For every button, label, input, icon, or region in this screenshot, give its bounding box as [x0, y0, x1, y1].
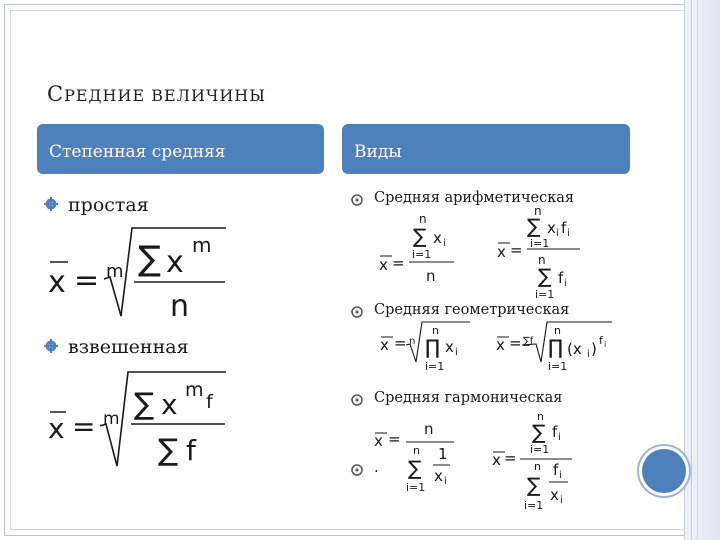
svg-text:x: x — [48, 265, 66, 300]
svg-text:i=1: i=1 — [548, 360, 568, 373]
svg-text:x: x — [374, 432, 383, 450]
svg-text:∑: ∑ — [138, 239, 161, 279]
svg-text:∑: ∑ — [408, 456, 422, 480]
formula-power-simple — [48, 228, 226, 324]
svg-text:i=1: i=1 — [524, 499, 544, 512]
svg-text:=: = — [388, 430, 401, 448]
bullet-arithmetic-label: Средняя арифметическая — [374, 190, 575, 206]
slide-title: СРЕДНИЕ ВЕЛИЧИНЫ — [47, 82, 266, 106]
svg-text:i=1: i=1 — [412, 248, 432, 261]
formula-harm-weighted — [492, 410, 572, 512]
svg-text:∑: ∑ — [134, 387, 155, 422]
svg-text:=: = — [72, 410, 96, 443]
svg-text:=: = — [74, 263, 100, 298]
svg-text:x: x — [445, 338, 454, 356]
svg-text:f: f — [186, 434, 196, 467]
svg-text:=: = — [509, 334, 522, 352]
svg-text:∑: ∑ — [527, 473, 541, 497]
svg-text:i: i — [558, 432, 561, 443]
svg-text:x: x — [161, 388, 178, 421]
svg-text:(x: (x — [567, 340, 582, 358]
svg-text:∑: ∑ — [527, 214, 541, 238]
svg-text:∑: ∑ — [158, 433, 179, 468]
svg-text:i: i — [560, 495, 563, 506]
svg-text:i: i — [604, 340, 607, 349]
svg-text:n: n — [424, 420, 434, 438]
svg-text:i: i — [443, 238, 446, 249]
svg-text:x: x — [550, 486, 559, 504]
bullet-weighted-label: взвешенная — [68, 336, 189, 358]
svg-text:n: n — [534, 460, 541, 473]
svg-text:m: m — [192, 233, 212, 257]
svg-text:∑f: ∑f — [523, 336, 534, 347]
svg-text:x: x — [433, 229, 442, 247]
svg-text:=: = — [394, 334, 407, 352]
svg-text:∑: ∑ — [538, 264, 552, 288]
svg-text:i: i — [587, 349, 590, 360]
svg-text:x: x — [379, 256, 388, 274]
svg-text:∏: ∏ — [425, 335, 441, 359]
svg-text:m: m — [185, 379, 204, 401]
formula-power-weighted — [48, 372, 226, 468]
svg-text:x: x — [497, 243, 506, 261]
svg-text:n: n — [534, 204, 542, 218]
svg-text:n: n — [413, 444, 420, 457]
svg-text:i=1: i=1 — [406, 481, 426, 494]
svg-text:=: = — [504, 449, 517, 467]
header-power-mean: Степенная средняя — [37, 124, 324, 174]
svg-text:x: x — [380, 336, 389, 354]
svg-text:n: n — [426, 267, 436, 285]
bullet-geometric-label: Средняя геометрическая — [374, 302, 570, 318]
svg-text:x: x — [166, 245, 184, 280]
svg-text:i: i — [444, 476, 447, 487]
formula-arith-simple — [379, 212, 454, 285]
formula-geom-simple — [380, 322, 470, 373]
svg-text:x: x — [547, 219, 556, 237]
svg-text:): ) — [591, 340, 597, 358]
svg-text:i: i — [564, 278, 567, 289]
bullet-harmonic-label: Средняя гармоническая — [374, 390, 563, 406]
svg-text:=: = — [392, 254, 405, 272]
svg-text:∑: ∑ — [532, 420, 546, 444]
svg-text:m: m — [103, 409, 120, 429]
svg-text:f: f — [558, 269, 564, 287]
formula-arith-weighted — [497, 204, 580, 301]
svg-text:i: i — [455, 347, 458, 358]
svg-text:n: n — [170, 289, 190, 324]
svg-text:1: 1 — [438, 445, 448, 463]
svg-text:i=1: i=1 — [530, 237, 550, 250]
svg-text:i: i — [556, 228, 559, 239]
svg-text:∏: ∏ — [548, 335, 564, 359]
svg-text:f: f — [206, 391, 213, 413]
svg-text:=: = — [510, 241, 523, 259]
circle-decor — [642, 449, 686, 493]
svg-text:i: i — [567, 228, 570, 239]
svg-text:n: n — [409, 336, 416, 347]
header-kinds: Виды — [342, 124, 630, 174]
svg-text:x: x — [496, 336, 505, 354]
svg-text:f: f — [561, 219, 567, 237]
bullet-empty-label: . — [374, 460, 379, 476]
svg-text:x: x — [434, 467, 443, 485]
svg-text:x: x — [492, 451, 501, 469]
svg-text:n: n — [538, 253, 546, 267]
svg-text:n: n — [419, 212, 427, 226]
svg-text:i=1: i=1 — [535, 288, 555, 301]
svg-text:m: m — [106, 261, 124, 282]
svg-text:n: n — [537, 410, 544, 423]
svg-text:f: f — [553, 461, 559, 479]
svg-text:∑: ∑ — [413, 224, 427, 248]
svg-text:n: n — [554, 324, 561, 337]
svg-text:f: f — [599, 334, 603, 347]
bullet-simple-label: простая — [68, 194, 149, 216]
formula-geom-weighted — [496, 322, 612, 373]
formula-harm-simple — [374, 420, 454, 494]
svg-text:x: x — [48, 412, 65, 445]
svg-text:i=1: i=1 — [530, 443, 550, 456]
svg-text:f: f — [552, 423, 558, 441]
svg-text:n: n — [432, 324, 439, 337]
svg-text:i: i — [559, 470, 562, 481]
svg-text:i=1: i=1 — [425, 360, 445, 373]
